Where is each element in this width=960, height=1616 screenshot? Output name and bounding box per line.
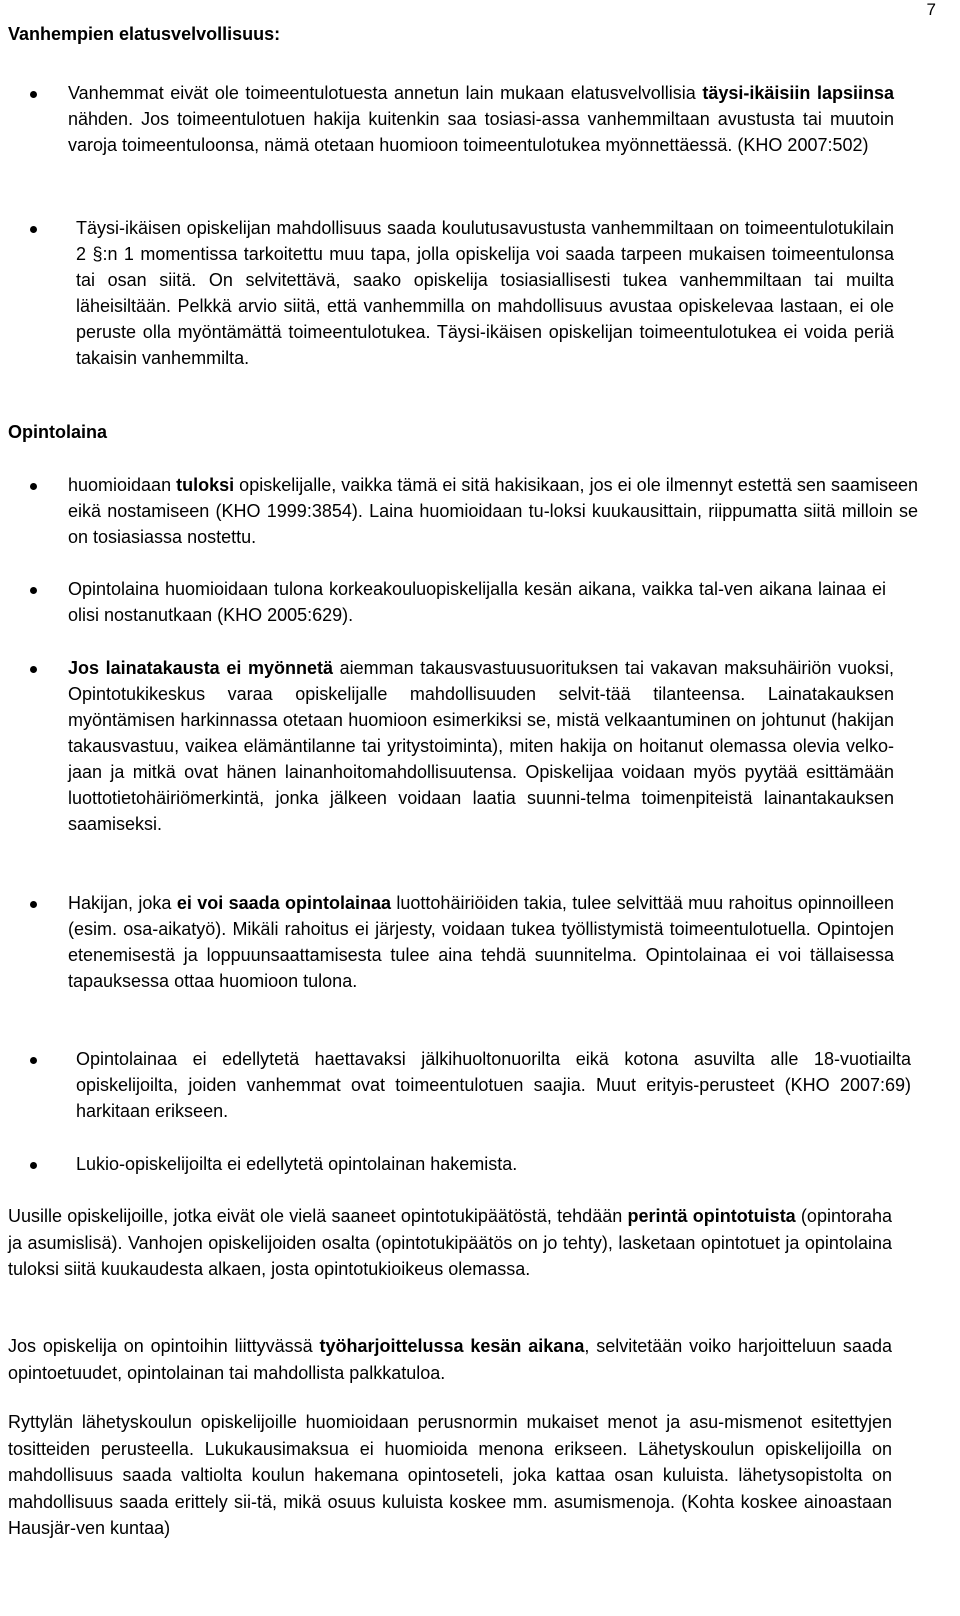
section-heading-opintolaina: Opintolaina — [8, 422, 107, 442]
list-item: huomioidaan tuloksi opiskelijalle, vaikka tämä ei sitä hakisikaan, jos ei ole ilmennyt estettä sen saamiseen eikä nostamiseen (KHO 1999:3854). Laina huomioidaan tu-loksi kuukausittain, riippumatta siitä milloin se on tosiasiassa nostettu. — [68, 475, 918, 547]
paragraph-tyoharjoittelu: Jos opiskelija on opintoihin liittyvässä työharjoittelussa kesän aikana, selvitetään voiko harjoitteluun saada opintoetuudet, opintolainan tai mahdollista palkkatuloa. — [8, 1336, 892, 1383]
paragraph-perinta: Uusille opiskelijoille, jotka eivät ole vielä saaneet opintotukipäätöstä, tehdään perintä opintotuista (opintoraha ja asumislisä). Vanhojen opiskelijoiden osalta (opintotukipäätös on jo tehty), lasketaan opintotuet ja opintolaina tuloksi siitä kuukaudesta alkaen, josta opintotukioikeus olemassa. — [8, 1206, 892, 1279]
list-item: Lukio-opiskelijoilta ei edellytetä opintolainan hakemista. — [76, 1154, 518, 1174]
bullet-icon — [30, 483, 37, 490]
list-item: Täysi-ikäisen opiskelijan mahdollisuus saada koulutusavustusta vanhemmiltaan on toimeentulotukilain 2 §:n 1 momentissa tarkoitettu muu tapa, jolla opiskelija voi saada tarpeen mukaisen toimeentulonsa tai osan siitä. On selvitettävä, saako opiskelija tosiasiallisesti tukea vanhemmiltaan tai muilta läheisiltään. Pelkkä arvio siitä, että vanhemmilla on mahdollisuus avustaa opiskelevaa lastaan, ei ole peruste olla myöntämättä toimeentulotukea. Täysi-ikäisen opiskelijan toimeentulotukea ei voida periä takaisin vanhemmilta. — [76, 218, 894, 368]
bullet-icon — [30, 587, 37, 594]
list-item: Vanhemmat eivät ole toimeentulotuesta annetun lain mukaan elatusvelvollisia täysi-ikäisiin lapsiinsa nähden. Jos toimeentulotuen hakija kuitenkin saa tosiasi-assa vanhemmiltaan avustusta tai muutoin varoja toimeentuloonsa, nämä otetaan huomioon toimeentulotukea myönnettäessä. (KHO 2007:502) — [68, 83, 894, 155]
page-number: 7 — [926, 0, 936, 19]
bullet-icon — [30, 1057, 37, 1064]
bullet-icon — [30, 1162, 37, 1169]
bullet-icon — [30, 666, 37, 673]
list-item: Hakijan, joka ei voi saada opintolainaa luottohäiriöiden takia, tulee selvittää muu rahoitus opinnoilleen (esim. osa-aikatyö). Mikäli rahoitus ei järjesty, voidaan tukea työllistymistä toimeentulotuella. Opintojen etenemisestä ja loppuunsaattamisesta tulee aina tehdä suunnitelma. Opintolainaa ei voi tällaisessa tapauksessa ottaa huomioon tulona. — [68, 893, 894, 991]
paragraph-lahetyskoulu: Ryttylän lähetyskoulun opiskelijoille huomioidaan perusnormin mukaiset menot ja asu-mismenot esitettyjen tositteiden perusteella. Lukukausimaksua ei huomioida menona erikseen. Lähetyskoulun opiskelijoilla on mahdollisuus saada valtiolta koulun hakemana opintoseteli, joka kattaa osan kuluista. lähetysopistolta on mahdollisuus saada erittely sii-tä, mikä osuus kuluista koskee mm. asumismenoja. (Kohta koskee ainoastaan Hausjär-ven kuntaa) — [8, 1412, 892, 1538]
bullet-icon — [30, 901, 37, 908]
section-heading-elatusvelvollisuus: Vanhempien elatusvelvollisuus: — [8, 24, 281, 44]
list-item: Opintolainaa ei edellytetä haettavaksi jälkihuoltonuorilta eikä kotona asuvilta alle 18-vuotiailta opiskelijoilta, joiden vanhemmat ovat toimeentulotuen saajia. Muut erityis-perusteet (KHO 2007:69) harkitaan erikseen. — [76, 1049, 911, 1121]
bullet-icon — [30, 91, 37, 98]
list-item: Jos lainatakausta ei myönnetä aiemman takausvastuusuorituksen tai vakavan maksuhäiriön vuoksi, Opintotukikeskus varaa opiskelijalle mahdollisuuden selvit-tää tilanteensa. Lainatakauksen myöntämisen harkinnassa otetaan huomioon esimerkiksi se, mistä velkaantuminen on johtunut (hakijan takausvastuu, vaikea elämäntilanne tai yritystoiminta), miten hakija on hoitanut olemassa olevia velko-jaan ja mitkä ovat hänen lainanhoitomahdollisuutensa. Opiskelijaa voidaan myös pyytää esittämään luottotietohäiriömerkintä, jonka jälkeen voidaan laatia suunni-telma toimenpiteistä lainantakauksen saamiseksi. — [68, 658, 895, 834]
list-item: Opintolaina huomioidaan tulona korkeakouluopiskelijalla kesän aikana, vaikka tal-ven aikana lainaa ei olisi nostanutkaan (KHO 2005:629). — [68, 579, 886, 625]
bullet-icon — [30, 226, 37, 233]
